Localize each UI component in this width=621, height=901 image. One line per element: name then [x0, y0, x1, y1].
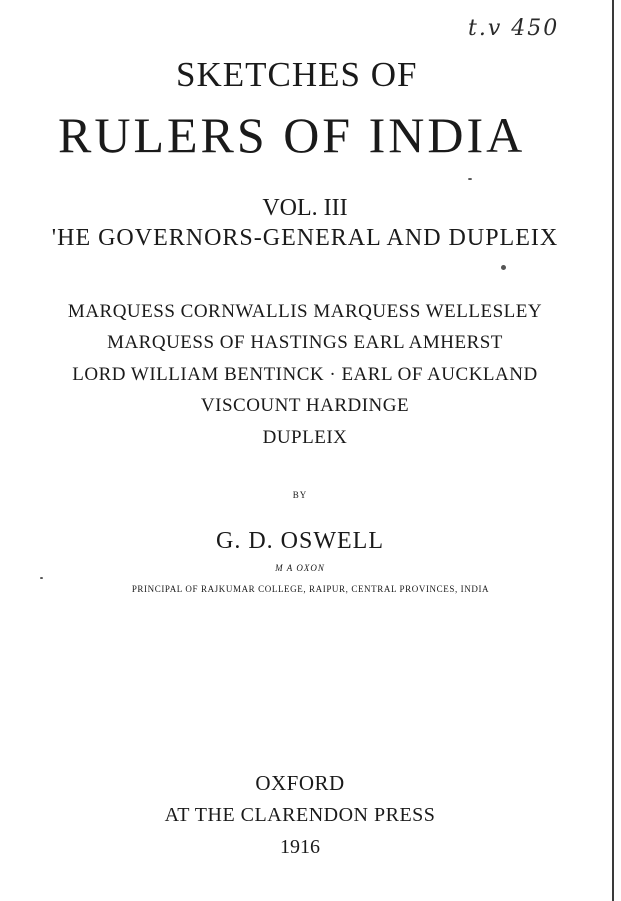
- scan-speck: [40, 577, 43, 579]
- publication-year: 1916: [280, 836, 320, 858]
- author-degree: M A OXON: [275, 563, 325, 573]
- publisher-press: AT THE CLARENDON PRESS: [164, 804, 436, 826]
- names-line-2: MARQUESS OF HASTINGS EARL AMHERST: [107, 332, 503, 353]
- names-line-3: LORD WILLIAM BENTINCK · EARL OF AUCKLAND: [72, 364, 538, 385]
- scan-speck: [501, 265, 506, 270]
- by-label: BY: [292, 490, 308, 500]
- names-line-1: MARQUESS CORNWALLIS MARQUESS WELLESLEY: [67, 301, 543, 322]
- publisher-city: OXFORD: [255, 771, 345, 795]
- handwritten-catalog-note: t.v 450: [468, 16, 560, 41]
- title-line-2: RULERS OF INDIA: [58, 107, 526, 163]
- scan-speck: [468, 178, 472, 180]
- names-line-5: DUPLEIX: [262, 427, 348, 448]
- volume-label: VOL. III: [262, 195, 348, 221]
- title-line-1: SKETCHES OF: [176, 55, 418, 94]
- page-edge-border: [612, 0, 614, 901]
- author-name: G. D. OSWELL: [216, 528, 384, 554]
- subtitle: 'HE GOVERNORS-GENERAL AND DUPLEIX: [51, 225, 559, 251]
- author-affiliation: PRINCIPAL OF RAJKUMAR COLLEGE, RAIPUR, CENTRAL PROVINCES, INDIA: [131, 584, 490, 594]
- names-line-4: VISCOUNT HARDINGE: [200, 395, 410, 416]
